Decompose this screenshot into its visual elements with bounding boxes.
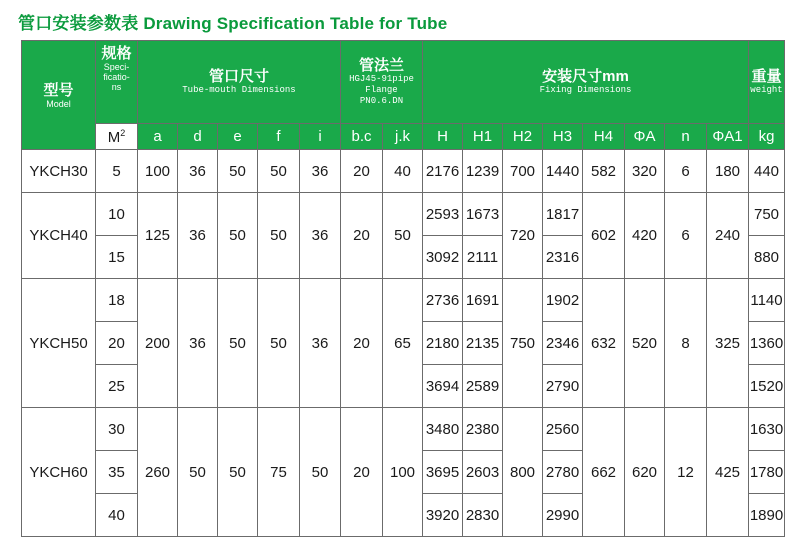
flange-header-en1: HGJ45-91pipe [349,74,414,84]
cell-d: 36 [178,150,218,193]
cell-jk: 40 [383,150,423,193]
cell-H: 2180 [423,322,463,365]
model-header-en: Model [46,98,71,109]
cell-i: 36 [300,279,341,408]
cell-PA1: 425 [707,408,749,537]
cell-H: 2736 [423,279,463,322]
cell-H3: 2780 [543,451,583,494]
flange-header-en2: Flange [365,85,398,95]
cell-PA1: 325 [707,279,749,408]
col-H1: H1 [463,124,503,150]
spec-cell: 15 [96,236,138,279]
spec-unit-m: M [107,128,121,146]
spec-header-cn: 规格 [101,45,132,62]
col-kg: kg [749,124,785,150]
col-H2: H2 [503,124,543,150]
cell-PA1: 180 [707,150,749,193]
cell-a: 260 [138,408,178,537]
cell-kg: 1780 [749,451,785,494]
cell-n: 6 [665,150,707,193]
cell-f: 50 [258,279,300,408]
cell-kg: 1630 [749,408,785,451]
model-cell: YKCH30 [22,150,96,193]
spec-cell: 18 [96,279,138,322]
tube-header-en: Tube-mouth Dimensions [182,85,296,95]
spec-cell: 30 [96,408,138,451]
cell-H2: 750 [503,279,543,408]
cell-kg: 440 [749,150,785,193]
cell-i: 50 [300,408,341,537]
col-f: f [258,124,300,150]
cell-d: 36 [178,279,218,408]
cell-H3: 1440 [543,150,583,193]
spec-cell: 20 [96,322,138,365]
cell-H: 3092 [423,236,463,279]
col-e: e [218,124,258,150]
cell-H1: 2135 [463,322,503,365]
cell-H4: 662 [583,408,625,537]
fixing-header-cn: 安装尺寸mm [542,68,629,85]
cell-H3: 1817 [543,193,583,236]
spec-cell: 5 [96,150,138,193]
cell-H1: 1239 [463,150,503,193]
cell-n: 8 [665,279,707,408]
cell-H4: 632 [583,279,625,408]
cell-bc: 20 [341,150,383,193]
cell-i: 36 [300,150,341,193]
fixing-header [423,41,749,124]
table-row [22,408,785,451]
col-H3: H3 [543,124,583,150]
col-bc: b.c [341,124,383,150]
model-cell: YKCH40 [22,193,96,279]
cell-H2: 720 [503,193,543,279]
col-PA1: ΦA1 [707,124,749,150]
cell-kg: 750 [749,193,785,236]
cell-H1: 1673 [463,193,503,236]
cell-a: 125 [138,193,178,279]
cell-n: 12 [665,408,707,537]
units-row [22,124,785,150]
col-PA: ΦA [625,124,665,150]
table-row [22,279,785,322]
spec-header-en1: Speci- [103,62,130,72]
cell-H3: 2316 [543,236,583,279]
cell-a: 200 [138,279,178,408]
cell-f: 50 [258,193,300,279]
flange-header [341,41,423,124]
col-jk: j.k [383,124,423,150]
cell-H2: 800 [503,408,543,537]
cell-H3: 2790 [543,365,583,408]
cell-e: 50 [218,150,258,193]
spec-cell: 35 [96,451,138,494]
page-title: 管口安装参数表 Drawing Specification Table for Tube [18,14,448,33]
spec-unit [96,124,138,150]
cell-H1: 2380 [463,408,503,451]
weight-header-cn: 重量 [751,68,782,85]
cell-bc: 20 [341,279,383,408]
weight-header-en: weight [750,85,783,95]
cell-H3: 1902 [543,279,583,322]
cell-f: 50 [258,150,300,193]
cell-e: 50 [218,279,258,408]
model-cell: YKCH50 [22,279,96,408]
spec-table-wrapper [21,40,785,537]
cell-H: 2176 [423,150,463,193]
cell-H: 3920 [423,494,463,537]
col-a: a [138,124,178,150]
spec-header [96,41,138,124]
table-row [22,150,785,193]
cell-H3: 2346 [543,322,583,365]
cell-bc: 20 [341,193,383,279]
cell-n: 6 [665,193,707,279]
cell-H: 2593 [423,193,463,236]
spec-header-en2: ficatio- [103,72,130,82]
col-d: d [178,124,218,150]
cell-bc: 20 [341,408,383,537]
tube-header-cn: 管口尺寸 [208,68,269,85]
cell-PA: 320 [625,150,665,193]
flange-header-cn: 管法兰 [358,57,404,74]
cell-H2: 700 [503,150,543,193]
spec-header-en3: ns [111,82,122,92]
spec-cell: 10 [96,193,138,236]
col-n: n [665,124,707,150]
cell-jk: 100 [383,408,423,537]
tube-header [138,41,341,124]
cell-jk: 65 [383,279,423,408]
cell-H1: 2603 [463,451,503,494]
cell-e: 50 [218,193,258,279]
model-cell: YKCH60 [22,408,96,537]
cell-e: 50 [218,408,258,537]
cell-d: 50 [178,408,218,537]
cell-a: 100 [138,150,178,193]
cell-H4: 602 [583,193,625,279]
cell-H4: 582 [583,150,625,193]
cell-H3: 2560 [543,408,583,451]
cell-PA: 420 [625,193,665,279]
cell-kg: 1360 [749,322,785,365]
fixing-header-en: Fixing Dimensions [539,85,632,95]
cell-H1: 2111 [463,236,503,279]
table-row [22,193,785,236]
model-header-cn: 型号 [43,81,74,99]
cell-PA: 620 [625,408,665,537]
spec-unit-sup: 2 [120,127,126,138]
cell-H1: 2589 [463,365,503,408]
spec-table [21,40,785,537]
cell-PA1: 240 [707,193,749,279]
cell-H: 3695 [423,451,463,494]
cell-H1: 1691 [463,279,503,322]
weight-header [749,41,785,124]
col-i: i [300,124,341,150]
col-H4: H4 [583,124,625,150]
cell-kg: 1890 [749,494,785,537]
spec-cell: 40 [96,494,138,537]
cell-kg: 1140 [749,279,785,322]
cell-H1: 2830 [463,494,503,537]
cell-PA: 520 [625,279,665,408]
cell-H: 3694 [423,365,463,408]
header-row [22,41,785,124]
cell-jk: 50 [383,193,423,279]
model-header [22,41,96,150]
cell-H3: 2990 [543,494,583,537]
cell-kg: 880 [749,236,785,279]
cell-kg: 1520 [749,365,785,408]
col-H: H [423,124,463,150]
cell-H: 3480 [423,408,463,451]
cell-i: 36 [300,193,341,279]
cell-f: 75 [258,408,300,537]
spec-cell: 25 [96,365,138,408]
cell-d: 36 [178,193,218,279]
flange-header-en3: PN0.6.DN [359,96,404,106]
